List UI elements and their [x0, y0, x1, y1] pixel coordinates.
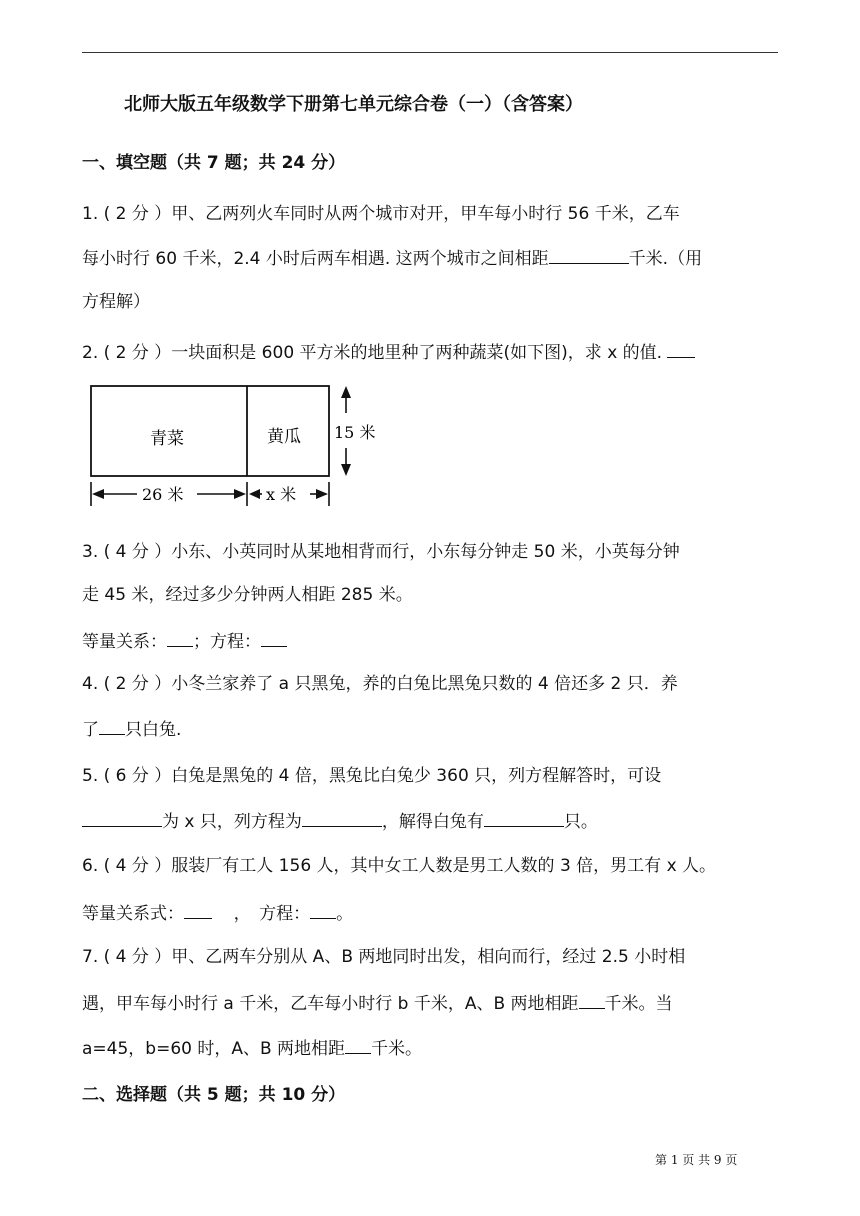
- q1-answer-blank[interactable]: [549, 245, 629, 264]
- q1-line-2: [82, 245, 702, 271]
- q6-text-b: ， 方程：: [233, 904, 311, 924]
- q2-line-1: [82, 339, 695, 365]
- height-label: 15 米: [334, 423, 376, 442]
- q4-answer-blank[interactable]: [99, 716, 125, 735]
- q3-line-2: 走 45 米，经过多少分钟两人相距 285 米。: [82, 585, 413, 605]
- q4-text-b: 只白兔.: [125, 720, 182, 740]
- q3-relation-blank[interactable]: [167, 628, 193, 647]
- header-rule: [82, 52, 778, 53]
- section-heading-fill-in: 一、填空题（共 7 题；共 24 分）: [82, 153, 346, 173]
- q3-line-3: [82, 628, 287, 654]
- q7-text-c: a=45，b=60 时，A、B 两地相距: [82, 1039, 346, 1059]
- q5-text-a: 为 x 只，列方程为: [162, 812, 302, 832]
- q3-text-b: ；方程：: [193, 632, 261, 652]
- q5-variable-blank[interactable]: [82, 808, 162, 827]
- document-title: 北师大版五年级数学下册第七单元综合卷（一）（含答案）: [124, 94, 583, 115]
- q4-text-a: 了: [82, 720, 99, 740]
- q6-equation-blank[interactable]: [310, 900, 336, 919]
- section-heading-multiple-choice: 二、选择题（共 5 题；共 10 分）: [82, 1085, 346, 1105]
- q1-text-b: 千米.（用: [628, 249, 703, 269]
- q3-equation-blank[interactable]: [261, 628, 287, 647]
- q7-line-3: [82, 1035, 422, 1061]
- q7-line-2: [82, 990, 673, 1016]
- q4-line-1: 4. ( 2 分 ）小冬兰家养了 a 只黑兔，养的白兔比黑兔只数的 4 倍还多 2 只．养: [82, 674, 678, 694]
- q5-line-1: 5. ( 6 分 ）白兔是黑兔的 4 倍，黑兔比白兔少 360 只，列方程解答时，可设: [82, 766, 662, 786]
- left-plot-label: 青菜: [150, 429, 184, 449]
- q6-relation-blank[interactable]: [184, 900, 212, 919]
- q7-line-1: 7. ( 4 分 ）甲、乙两车分别从 A、B 两地同时出发，相向而行，经过 2.5 小时相: [82, 947, 686, 967]
- q7-distance-blank[interactable]: [579, 990, 605, 1009]
- q6-text-a: 等量关系式：: [82, 904, 184, 924]
- q5-answer-blank[interactable]: [484, 808, 564, 827]
- left-arrow-icon: [92, 489, 104, 499]
- q5-line-2: [82, 808, 598, 834]
- right-width-label: x 米: [266, 485, 297, 504]
- q7-text-d: 千米。: [371, 1039, 423, 1059]
- q4-line-2: [82, 716, 181, 742]
- q6-line-1: 6. ( 4 分 ）服装厂有工人 156 人，其中女工人数是男工人数的 3 倍，男工有 x 人。: [82, 856, 717, 876]
- right-arrow-icon: [234, 489, 246, 499]
- q7-text-b: 千米。当: [604, 994, 673, 1014]
- vegetable-field-figure: [82, 378, 392, 510]
- left-width-label: 26 米: [142, 485, 184, 504]
- q1-line-1: 1. ( 2 分 ）甲、乙两列火车同时从两个城市对开，甲车每小时行 56 千米，乙车: [82, 204, 680, 224]
- q3-text-a: 等量关系：: [82, 632, 167, 652]
- left-arrow-icon: [249, 489, 260, 499]
- q6-line-2: [82, 900, 353, 926]
- q7-text-a: 遇，甲车每小时行 a 千米，乙车每小时行 b 千米，A、B 两地相距: [82, 994, 579, 1014]
- q5-text-b: ，解得白兔有: [381, 812, 484, 832]
- q1-line-3: 方程解）: [82, 292, 150, 312]
- q5-equation-blank[interactable]: [302, 808, 382, 827]
- q5-text-c: 只。: [563, 812, 598, 832]
- page-footer: 第 1 页 共 9 页: [655, 1153, 738, 1167]
- q1-text-a: 每小时行 60 千米，2.4 小时后两车相遇. 这两个城市之间相距: [82, 249, 549, 269]
- right-arrow-icon: [316, 489, 328, 499]
- q7-value-blank[interactable]: [345, 1035, 371, 1054]
- q6-text-c: 。: [336, 904, 354, 924]
- q3-line-1: 3. ( 4 分 ）小东、小英同时从某地相背而行，小东每分钟走 50 米，小英每分钟: [82, 542, 680, 562]
- q2-text: 2. ( 2 分 ）一块面积是 600 平方米的地里种了两种蔬菜(如下图)，求 x 的值.: [82, 343, 663, 363]
- down-arrow-icon: [341, 464, 351, 476]
- up-arrow-icon: [341, 386, 351, 398]
- q2-answer-blank[interactable]: [667, 339, 695, 358]
- right-plot-label: 黄瓜: [267, 427, 301, 447]
